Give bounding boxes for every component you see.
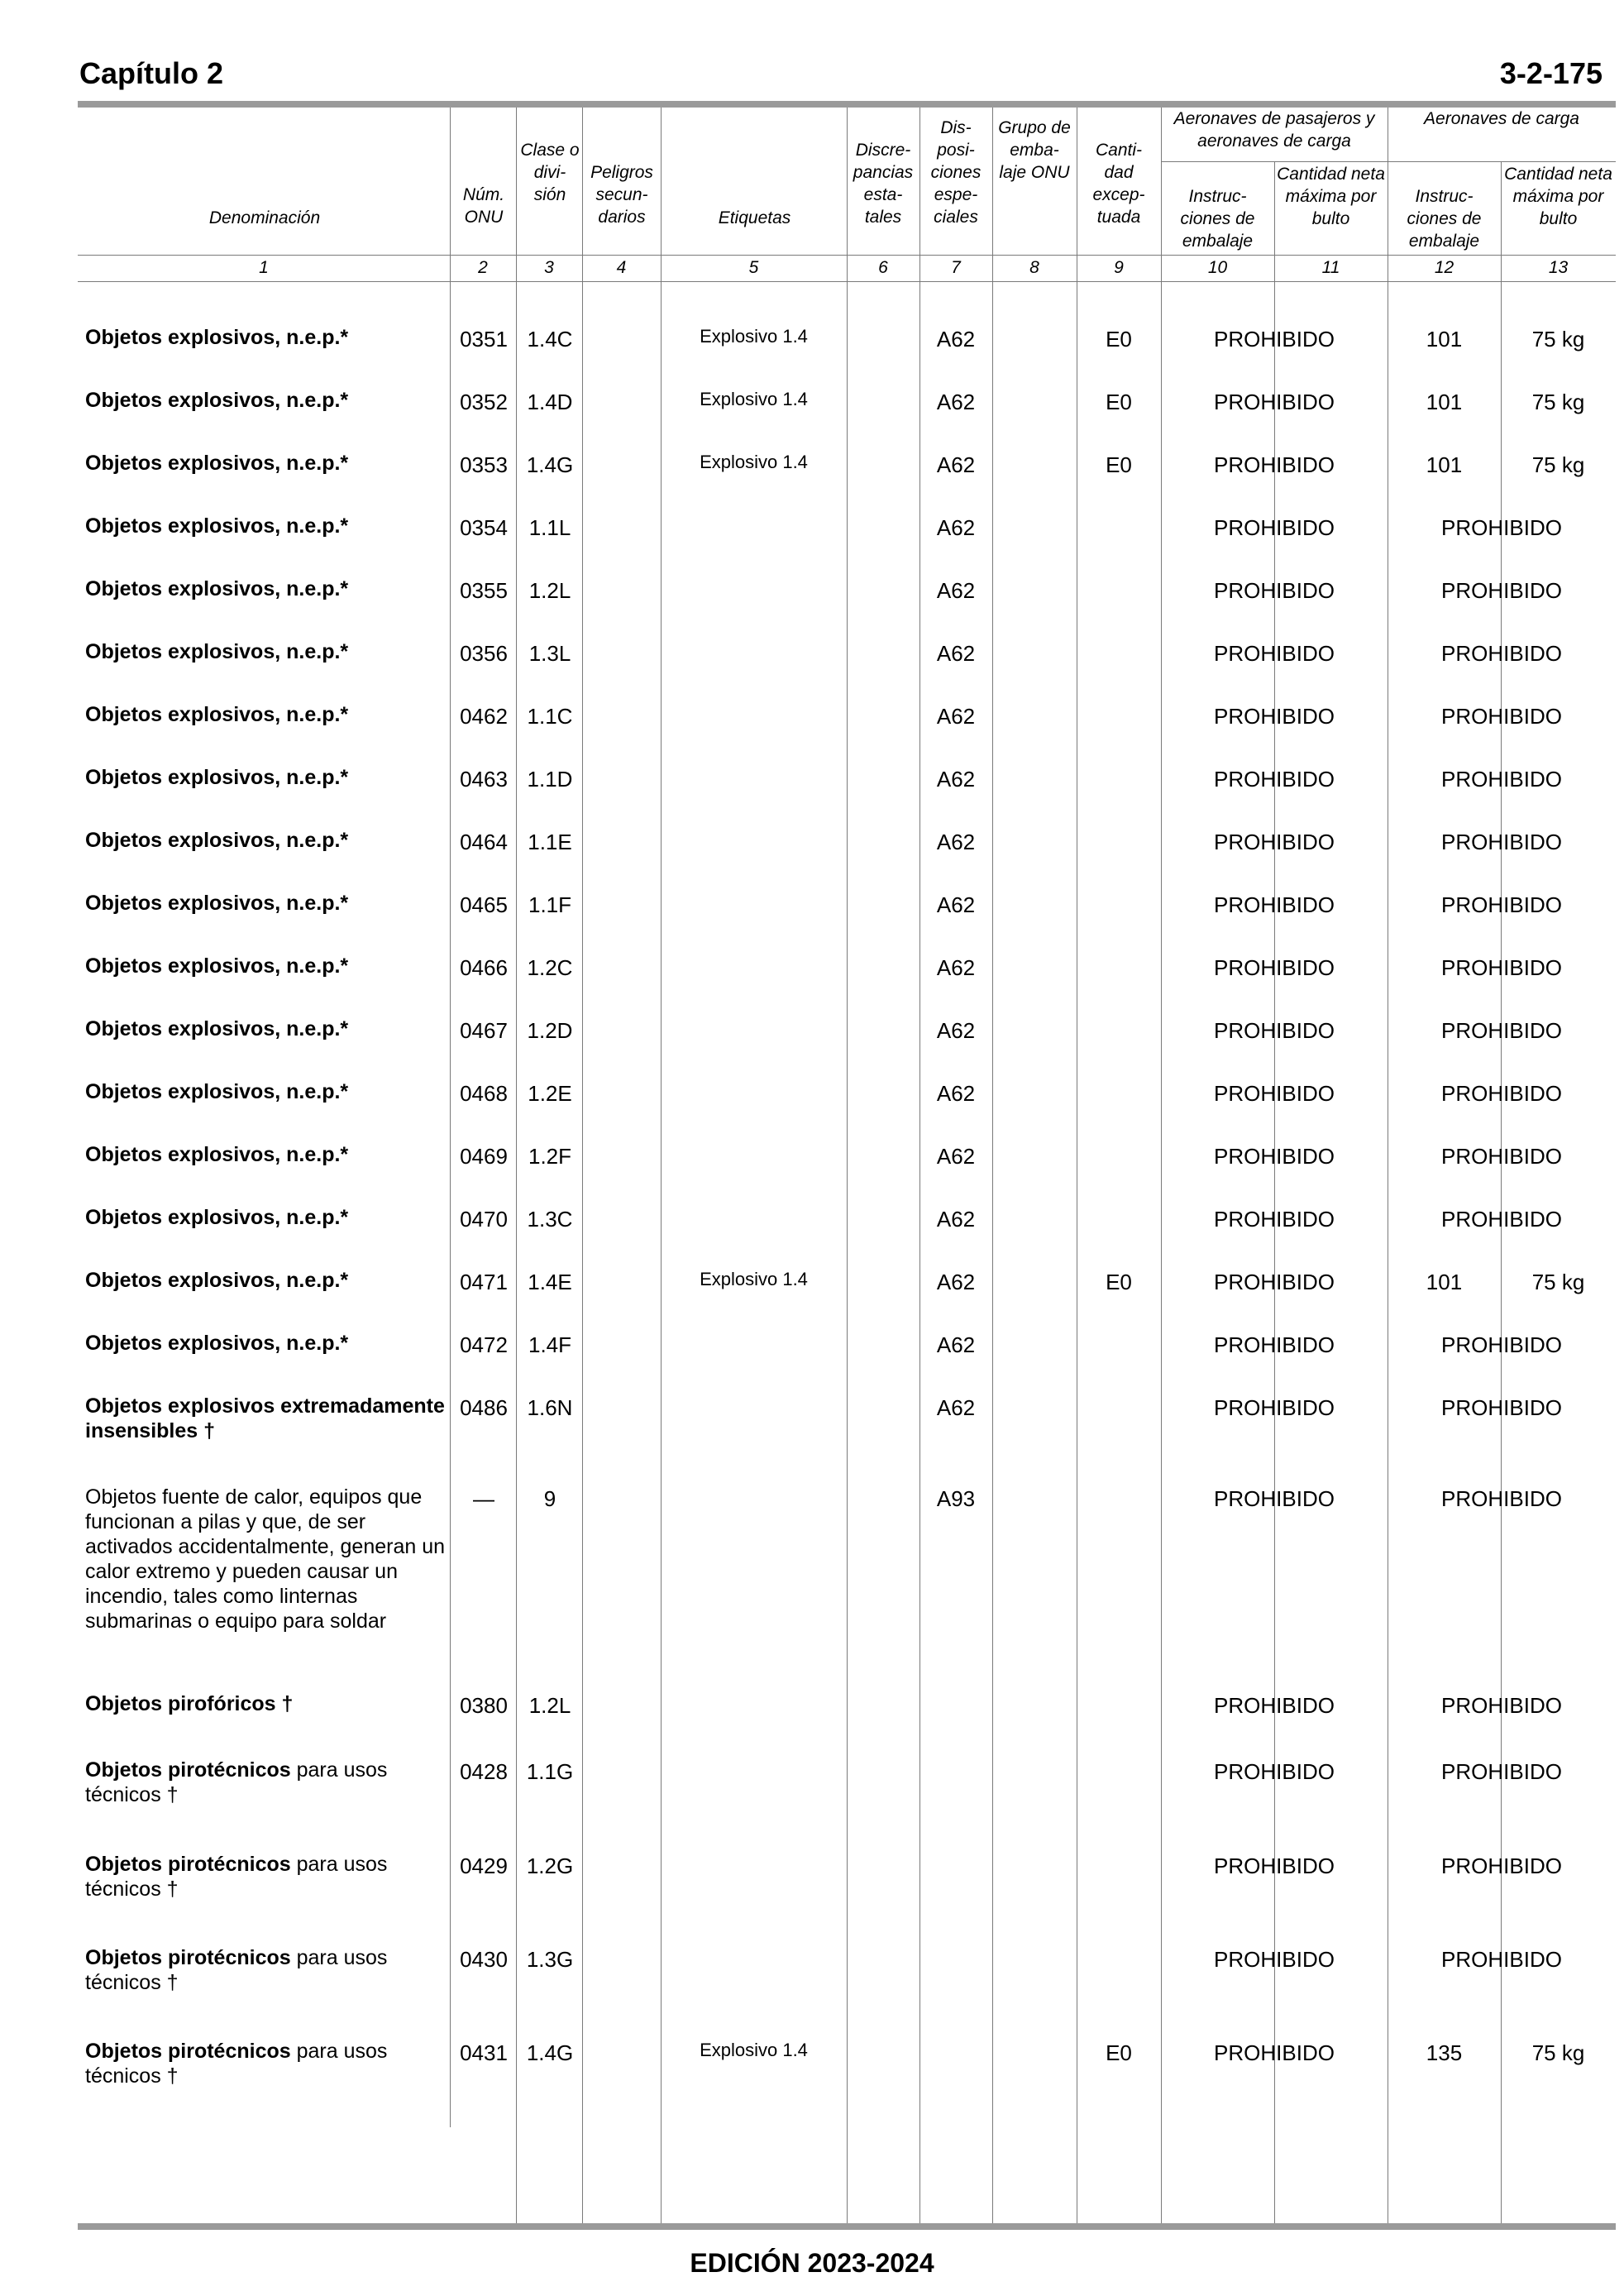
cell-pax: PROHIBIDO xyxy=(1214,452,1335,477)
cell-sp: A62 xyxy=(936,767,976,792)
col-header-denominacion: Denominación xyxy=(208,208,321,227)
cell-pax: PROHIBIDO xyxy=(1214,1947,1335,1972)
row-name xyxy=(85,1758,449,1807)
cell-sp: A62 xyxy=(936,327,976,352)
col-number: 11 xyxy=(1321,258,1340,277)
cell-un: 0486 xyxy=(460,1395,508,1420)
row-name-bold: Objetos explosivos, n.e.p.* xyxy=(85,326,349,349)
cell-cargo: PROHIBIDO xyxy=(1441,704,1562,729)
cell-cls: 1.6N xyxy=(527,1395,573,1420)
cell-cls: 1.4G xyxy=(526,2040,574,2065)
row-name-bold: Objetos pirotécnicos xyxy=(85,2040,291,2063)
cell-cls: 1.3G xyxy=(526,1947,574,1972)
cell-cargo-pi: 101 xyxy=(1426,390,1463,414)
row-name xyxy=(85,1205,449,1230)
col-line xyxy=(661,108,662,281)
row-name-bold: Objetos explosivos, n.e.p.* xyxy=(85,766,349,789)
cell-pax: PROHIBIDO xyxy=(1214,1018,1335,1043)
cell-sp: A62 xyxy=(936,704,976,729)
cell-pax: PROHIBIDO xyxy=(1214,1854,1335,1878)
col-line xyxy=(516,108,517,281)
cell-label: Explosivo 1.4 xyxy=(700,452,808,472)
cell-pax: PROHIBIDO xyxy=(1214,830,1335,854)
cell-cls: 1.4F xyxy=(528,1332,572,1357)
col-number: 6 xyxy=(878,258,888,277)
row-name-bold: Objetos explosivos, n.e.p.* xyxy=(85,954,349,978)
col-line xyxy=(919,281,920,2223)
cell-cargo: PROHIBIDO xyxy=(1441,955,1562,980)
row-name xyxy=(85,954,449,978)
row-name-rest: para usos técnicos † xyxy=(85,2040,388,2088)
row-name-rest: para usos técnicos † xyxy=(85,1853,388,1901)
cell-pax: PROHIBIDO xyxy=(1214,641,1335,666)
cell-cls: 1.3L xyxy=(528,641,571,666)
cell-sp: A62 xyxy=(936,390,976,414)
cell-un: 0466 xyxy=(460,955,508,980)
row-name-bold: Objetos pirotécnicos xyxy=(85,1853,291,1876)
cell-label: Explosivo 1.4 xyxy=(700,326,808,347)
row-name xyxy=(85,451,449,476)
col-line xyxy=(582,281,583,2223)
col-number: 10 xyxy=(1207,258,1228,277)
row-name xyxy=(85,576,449,601)
cell-un: 0353 xyxy=(460,452,508,477)
cell-label: Explosivo 1.4 xyxy=(700,389,808,409)
top-rule xyxy=(78,101,1616,108)
cell-pax: PROHIBIDO xyxy=(1214,704,1335,729)
col-line xyxy=(516,281,517,2223)
cell-eq: E0 xyxy=(1106,2040,1132,2065)
cell-un: 0352 xyxy=(460,390,508,414)
col-line xyxy=(450,108,451,281)
cell-cargo: PROHIBIDO xyxy=(1441,1144,1562,1169)
cell-un: 0428 xyxy=(460,1759,508,1784)
cell-cls: 1.1F xyxy=(528,892,572,917)
col-number: 5 xyxy=(748,258,759,277)
row-name-bold: Objetos explosivos extremadamente insensibles † xyxy=(85,1394,445,1442)
col-line xyxy=(992,281,993,2223)
cell-pax: PROHIBIDO xyxy=(1214,390,1335,414)
chapter-title: Capítulo 2 xyxy=(79,56,224,90)
col-header-cargo-cantidad: Cantidad neta máxima por bulto xyxy=(1504,165,1612,228)
cell-cargo-pi: 135 xyxy=(1426,2040,1463,2065)
cell-pax: PROHIBIDO xyxy=(1214,1486,1335,1511)
cell-sp: A62 xyxy=(936,1081,976,1106)
row-name xyxy=(85,1079,449,1104)
row-name xyxy=(85,1016,449,1041)
cell-cls: 1.4G xyxy=(526,452,574,477)
cell-sp: A62 xyxy=(936,1395,976,1420)
cell-un: 0472 xyxy=(460,1332,508,1357)
cell-cls: 1.1C xyxy=(527,704,573,729)
cell-sp: A62 xyxy=(936,955,976,980)
cell-cls: 1.1E xyxy=(528,830,572,854)
col-line xyxy=(1161,281,1162,2223)
col-line xyxy=(450,281,451,2127)
row-name-bold: Objetos explosivos, n.e.p.* xyxy=(85,577,349,600)
cell-cls: 1.2L xyxy=(528,1693,571,1718)
cell-cls: 1.2G xyxy=(526,1854,574,1878)
group-header-passenger: Aeronaves de pasajeros y aeronaves de carga xyxy=(1173,109,1375,151)
col-header-pax-cantidad: Cantidad neta máxima por bulto xyxy=(1277,165,1385,228)
cell-cargo-pi: 101 xyxy=(1426,327,1463,352)
cell-cargo-pi: 101 xyxy=(1426,452,1463,477)
cell-cargo: PROHIBIDO xyxy=(1441,1486,1562,1511)
col-header-disposiciones: Dis- posi- ciones espe- ciales xyxy=(930,118,982,227)
row-name xyxy=(85,891,449,916)
cell-cargo: PROHIBIDO xyxy=(1441,515,1562,540)
cell-eq: E0 xyxy=(1106,452,1132,477)
row-name xyxy=(85,765,449,790)
group-header-cargo: Aeronaves de carga xyxy=(1424,109,1579,128)
row-name-bold: Objetos explosivos, n.e.p.* xyxy=(85,514,349,538)
cell-cargo: PROHIBIDO xyxy=(1441,1693,1562,1718)
cell-un: 0462 xyxy=(460,704,508,729)
col-number: 8 xyxy=(1029,258,1039,277)
row-name xyxy=(85,702,449,727)
cell-cargo: PROHIBIDO xyxy=(1441,1947,1562,1972)
col-line xyxy=(582,108,583,281)
cell-un: 0356 xyxy=(460,641,508,666)
cell-cargo-pi: 101 xyxy=(1426,1270,1463,1294)
cell-cargo: PROHIBIDO xyxy=(1441,641,1562,666)
cell-cls: 1.1D xyxy=(527,767,573,792)
cell-cls: 1.1G xyxy=(526,1759,574,1784)
cell-un: 0430 xyxy=(460,1947,508,1972)
cell-sp: A62 xyxy=(936,830,976,854)
cell-cls: 1.4D xyxy=(527,390,573,414)
col-header-discrepancias: Discre- pancias esta- tales xyxy=(853,141,914,227)
edition-footer: EDICIÓN 2023-2024 xyxy=(690,2248,934,2278)
row-name xyxy=(85,2039,449,2088)
cell-cargo: PROHIBIDO xyxy=(1441,1332,1562,1357)
row-name xyxy=(85,1142,449,1167)
row-name xyxy=(85,325,449,350)
col-line xyxy=(661,281,662,2223)
row-name-bold: Objetos explosivos, n.e.p.* xyxy=(85,1332,349,1355)
bottom-rule xyxy=(78,2223,1616,2230)
cell-cargo: PROHIBIDO xyxy=(1441,1759,1562,1784)
cell-sp: A62 xyxy=(936,1144,976,1169)
cell-label: Explosivo 1.4 xyxy=(700,1269,808,1289)
cell-un: 0468 xyxy=(460,1081,508,1106)
cell-pax: PROHIBIDO xyxy=(1214,1270,1335,1294)
col-header-clase: Clase o divi- sión xyxy=(520,141,580,204)
row-name xyxy=(85,1852,449,1901)
row-name-rest: para usos técnicos † xyxy=(85,1758,388,1806)
cell-cargo: PROHIBIDO xyxy=(1441,830,1562,854)
cell-sp: A62 xyxy=(936,452,976,477)
row-name-bold: Objetos explosivos, n.e.p.* xyxy=(85,640,349,663)
cell-cargo: PROHIBIDO xyxy=(1441,1395,1562,1420)
cell-cargo: PROHIBIDO xyxy=(1441,1081,1562,1106)
cell-un: 0464 xyxy=(460,830,508,854)
cell-cls: 9 xyxy=(543,1486,556,1511)
cell-pax: PROHIBIDO xyxy=(1214,1693,1335,1718)
cell-pax: PROHIBIDO xyxy=(1214,2040,1335,2065)
cell-pax: PROHIBIDO xyxy=(1214,578,1335,603)
cell-eq: E0 xyxy=(1106,390,1132,414)
cell-pax: PROHIBIDO xyxy=(1214,1207,1335,1232)
cell-un: 0431 xyxy=(460,2040,508,2065)
cell-un: 0355 xyxy=(460,578,508,603)
row-name xyxy=(85,1394,449,1443)
cell-un: 0354 xyxy=(460,515,508,540)
row-name-bold: Objetos explosivos, n.e.p.* xyxy=(85,452,349,475)
cell-pax: PROHIBIDO xyxy=(1214,515,1335,540)
cell-un: 0380 xyxy=(460,1693,508,1718)
row-name xyxy=(85,514,449,538)
cell-un: 0465 xyxy=(460,892,508,917)
col-number: 12 xyxy=(1434,258,1454,277)
cell-cargo-qty: 75 kg xyxy=(1531,1270,1585,1294)
cell-pax: PROHIBIDO xyxy=(1214,1332,1335,1357)
cell-cls: 1.2D xyxy=(527,1018,573,1043)
cell-un: 0467 xyxy=(460,1018,508,1043)
row-name-bold: Objetos explosivos, n.e.p.* xyxy=(85,1269,349,1292)
cell-sp: A62 xyxy=(936,1332,976,1357)
row-name xyxy=(85,1691,449,1716)
col-line xyxy=(847,108,848,281)
cell-cargo-qty: 75 kg xyxy=(1531,2040,1585,2065)
row-name-bold: Objetos explosivos, n.e.p.* xyxy=(85,389,349,412)
cell-label: Explosivo 1.4 xyxy=(700,2040,808,2060)
col-number: 1 xyxy=(259,258,269,277)
cell-pax: PROHIBIDO xyxy=(1214,767,1335,792)
col-number: 3 xyxy=(544,258,554,277)
cell-sp: A62 xyxy=(936,1018,976,1043)
cell-cls: 1.2C xyxy=(527,955,573,980)
cell-cls: 1.4C xyxy=(527,327,573,352)
row-name xyxy=(85,1331,449,1356)
row-name-bold: Objetos explosivos, n.e.p.* xyxy=(85,703,349,726)
cell-cls: 1.3C xyxy=(527,1207,573,1232)
cell-sp: A62 xyxy=(936,578,976,603)
col-line xyxy=(1501,281,1502,2223)
cell-un: 0471 xyxy=(460,1270,508,1294)
row-name-bold: Objetos explosivos, n.e.p.* xyxy=(85,1080,349,1103)
col-number: 13 xyxy=(1548,258,1569,277)
row-name xyxy=(85,388,449,413)
cell-cls: 1.1L xyxy=(528,515,571,540)
col-line xyxy=(847,281,848,2223)
row-name-bold: Objetos explosivos, n.e.p.* xyxy=(85,892,349,915)
row-name-bold: Objetos pirotécnicos xyxy=(85,1758,291,1782)
cell-pax: PROHIBIDO xyxy=(1214,1759,1335,1784)
row-name-bold: Objetos pirofóricos † xyxy=(85,1692,294,1715)
col-header-cantidad-exceptuada: Canti- dad excep- tuada xyxy=(1092,141,1145,227)
col-number: 7 xyxy=(951,258,961,277)
row-name-bold: Objetos pirotécnicos xyxy=(85,1946,291,1969)
cell-sp: A93 xyxy=(936,1486,976,1511)
col-number: 4 xyxy=(616,258,627,277)
col-header-grupo-embalaje: Grupo de emba- laje ONU xyxy=(998,118,1071,182)
col-line xyxy=(1274,281,1275,2223)
col-number: 2 xyxy=(478,258,488,277)
cell-pax: PROHIBIDO xyxy=(1214,892,1335,917)
cell-un: — xyxy=(473,1486,494,1511)
cell-pax: PROHIBIDO xyxy=(1214,1081,1335,1106)
col-number: 9 xyxy=(1114,258,1124,277)
cell-cls: 1.2L xyxy=(528,578,571,603)
cell-eq: E0 xyxy=(1106,1270,1132,1294)
cell-un: 0470 xyxy=(460,1207,508,1232)
col-header-num-onu: Núm. ONU xyxy=(462,185,505,227)
cell-cargo: PROHIBIDO xyxy=(1441,767,1562,792)
page-header xyxy=(79,56,1603,98)
row-name xyxy=(85,1268,449,1293)
col-line xyxy=(992,108,993,281)
cell-cargo: PROHIBIDO xyxy=(1441,1018,1562,1043)
cell-un: 0351 xyxy=(460,327,508,352)
cell-pax: PROHIBIDO xyxy=(1214,955,1335,980)
cell-cls: 1.2F xyxy=(528,1144,572,1169)
cell-pax: PROHIBIDO xyxy=(1214,327,1335,352)
cell-cargo: PROHIBIDO xyxy=(1441,1207,1562,1232)
row-name-bold: Objetos explosivos, n.e.p.* xyxy=(85,829,349,852)
cell-cargo: PROHIBIDO xyxy=(1441,1854,1562,1878)
cell-sp: A62 xyxy=(936,892,976,917)
cell-pax: PROHIBIDO xyxy=(1214,1144,1335,1169)
row-name xyxy=(85,828,449,853)
cell-sp: A62 xyxy=(936,1207,976,1232)
cell-eq: E0 xyxy=(1106,327,1132,352)
cell-cargo-qty: 75 kg xyxy=(1531,327,1585,352)
row-name-rest: para usos técnicos † xyxy=(85,1946,388,1994)
cell-un: 0429 xyxy=(460,1854,508,1878)
row-name xyxy=(85,1945,449,1995)
cell-cargo-qty: 75 kg xyxy=(1531,390,1585,414)
cell-un: 0463 xyxy=(460,767,508,792)
cell-cargo: PROHIBIDO xyxy=(1441,578,1562,603)
row-name xyxy=(85,1485,449,1634)
cell-cargo: PROHIBIDO xyxy=(1441,892,1562,917)
cell-sp: A62 xyxy=(936,515,976,540)
group-header-divider xyxy=(1161,161,1616,162)
row-name-bold: Objetos explosivos, n.e.p.* xyxy=(85,1206,349,1229)
cell-pax: PROHIBIDO xyxy=(1214,1395,1335,1420)
cell-cargo-qty: 75 kg xyxy=(1531,452,1585,477)
row-name-bold: Objetos explosivos, n.e.p.* xyxy=(85,1017,349,1040)
col-line xyxy=(919,108,920,281)
col-header-etiquetas: Etiquetas xyxy=(718,208,791,227)
page-number: 3-2-175 xyxy=(1499,56,1603,90)
cell-un: 0469 xyxy=(460,1144,508,1169)
col-header-pax-instrucciones: Instruc- ciones de embalaje xyxy=(1180,187,1255,251)
cell-sp: A62 xyxy=(936,641,976,666)
row-name-rest: Objetos fuente de calor, equipos que funcionan a pilas y que, de ser activados accidentalmente, generan un calor extremo y pueden causar un incendio, tales como linternas submarinas o equipo para soldar xyxy=(85,1485,446,1633)
row-name xyxy=(85,639,449,664)
cell-sp: A62 xyxy=(936,1270,976,1294)
col-header-cargo-instrucciones: Instruc- ciones de embalaje xyxy=(1407,187,1482,251)
cell-cls: 1.4E xyxy=(528,1270,572,1294)
col-header-peligros: Peligros secun- darios xyxy=(590,163,653,227)
row-name-bold: Objetos explosivos, n.e.p.* xyxy=(85,1143,349,1166)
cell-cls: 1.2E xyxy=(528,1081,572,1106)
